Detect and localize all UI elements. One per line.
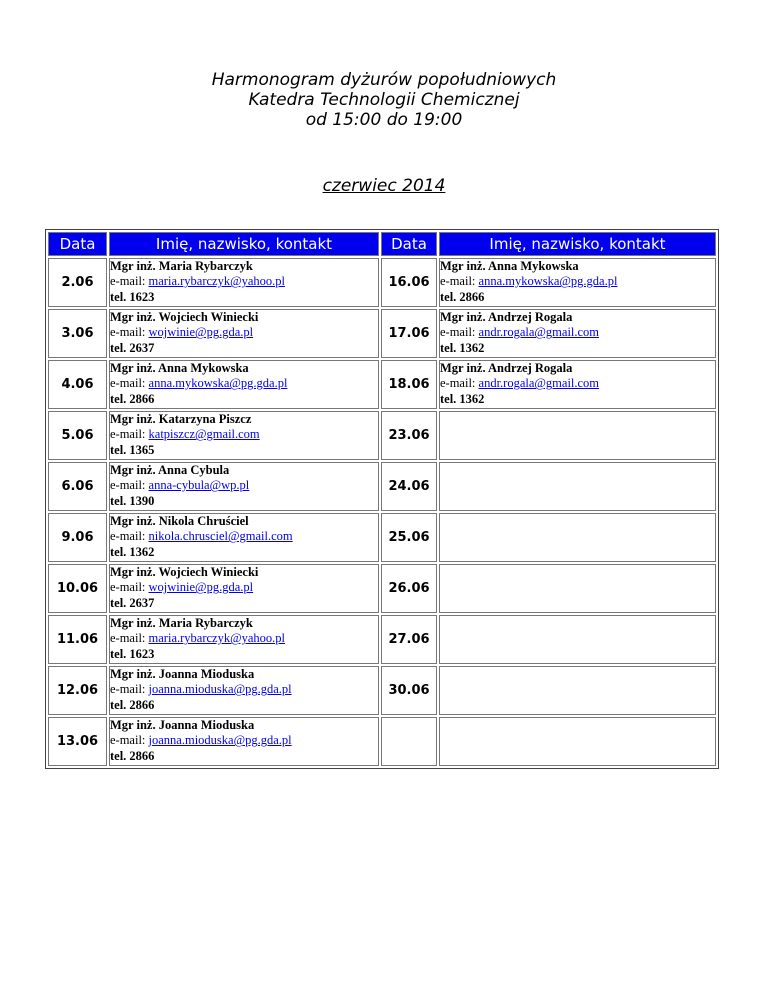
email-label: e-mail: <box>110 682 149 697</box>
email-label: e-mail: <box>110 529 149 544</box>
contact-cell <box>439 462 716 511</box>
document-title <box>0 70 768 130</box>
table-row <box>48 309 716 358</box>
email-label: e-mail: <box>110 631 149 646</box>
person-name: Mgr inż. Joanna Mioduska <box>110 667 255 681</box>
phone-number: tel. 1362 <box>110 544 155 559</box>
person-name: Mgr inż. Nikola Chruściel <box>110 514 249 528</box>
email-row <box>110 580 378 595</box>
person-name: Mgr inż. Maria Rybarczyk <box>110 259 253 273</box>
email-label: e-mail: <box>110 733 149 748</box>
phone-number: tel. 2866 <box>440 289 485 304</box>
phone-number: tel. 1362 <box>440 340 485 355</box>
email-row <box>440 376 715 391</box>
email-row <box>110 631 378 646</box>
date-cell: 27.06 <box>381 615 437 664</box>
table-row <box>48 258 716 307</box>
title-line-2: Katedra Technologii Chemicznej <box>248 90 520 110</box>
table-row <box>48 462 716 511</box>
date-cell: 12.06 <box>48 666 107 715</box>
contact-cell <box>439 258 716 307</box>
email-link[interactable]: katpiszcz@gmail.com <box>148 427 260 442</box>
date-cell: 4.06 <box>48 360 107 409</box>
person-name: Mgr inż. Andrzej Rogala <box>440 310 573 324</box>
header-contact-right: Imię, nazwisko, kontakt <box>439 232 716 256</box>
table-row <box>48 666 716 715</box>
contact-cell <box>109 411 379 460</box>
person-name: Mgr inż. Katarzyna Piszcz <box>110 412 252 426</box>
date-cell: 6.06 <box>48 462 107 511</box>
contact-cell <box>109 615 379 664</box>
email-row <box>110 478 378 493</box>
table-row <box>48 411 716 460</box>
date-cell: 3.06 <box>48 309 107 358</box>
email-link[interactable]: nikola.chrusciel@gmail.com <box>148 529 293 544</box>
table-row <box>48 564 716 613</box>
date-cell: 25.06 <box>381 513 437 562</box>
contact-cell <box>439 411 716 460</box>
date-cell: 24.06 <box>381 462 437 511</box>
phone-number: tel. 1623 <box>110 646 155 661</box>
email-link[interactable]: andr.rogala@gmail.com <box>478 376 600 391</box>
table-row <box>48 717 716 766</box>
email-row <box>110 733 378 748</box>
contact-cell <box>109 564 379 613</box>
table-row <box>48 360 716 409</box>
contact-cell <box>109 513 379 562</box>
date-cell: 13.06 <box>48 717 107 766</box>
person-name: Mgr inż. Andrzej Rogala <box>440 361 573 375</box>
phone-number: tel. 1623 <box>110 289 155 304</box>
date-cell: 17.06 <box>381 309 437 358</box>
email-link[interactable]: wojwinie@pg.gda.pl <box>148 580 254 595</box>
email-row <box>440 325 715 340</box>
contact-cell <box>439 564 716 613</box>
date-cell: 11.06 <box>48 615 107 664</box>
person-name: Mgr inż. Joanna Mioduska <box>110 718 255 732</box>
phone-number: tel. 2866 <box>110 391 155 406</box>
date-cell: 18.06 <box>381 360 437 409</box>
email-link[interactable]: anna-cybula@wp.pl <box>148 478 250 493</box>
email-row <box>110 274 378 289</box>
email-link[interactable]: maria.rybarczyk@yahoo.pl <box>148 631 285 646</box>
date-cell: 30.06 <box>381 666 437 715</box>
contact-cell <box>439 360 716 409</box>
email-row <box>110 682 378 697</box>
phone-number: tel. 2637 <box>110 340 155 355</box>
person-name: Mgr inż. Wojciech Winiecki <box>110 310 259 324</box>
phone-number: tel. 1362 <box>440 391 485 406</box>
date-cell: 5.06 <box>48 411 107 460</box>
email-label: e-mail: <box>440 376 479 391</box>
email-link[interactable]: anna.mykowska@pg.gda.pl <box>478 274 618 289</box>
person-name: Mgr inż. Maria Rybarczyk <box>110 616 253 630</box>
contact-cell <box>109 666 379 715</box>
email-label: e-mail: <box>110 427 149 442</box>
contact-cell <box>439 666 716 715</box>
date-cell <box>381 717 437 766</box>
header-date-left: Data <box>48 232 107 256</box>
email-row <box>440 274 715 289</box>
contact-cell <box>109 462 379 511</box>
email-link[interactable]: wojwinie@pg.gda.pl <box>148 325 254 340</box>
contact-cell <box>109 360 379 409</box>
contact-cell <box>439 513 716 562</box>
contact-cell <box>109 258 379 307</box>
person-name: Mgr inż. Anna Mykowska <box>440 259 579 273</box>
schedule-table <box>45 229 719 769</box>
month-heading: czerwiec 2014 <box>322 176 446 196</box>
phone-number: tel. 1390 <box>110 493 155 508</box>
date-cell: 26.06 <box>381 564 437 613</box>
date-cell: 16.06 <box>381 258 437 307</box>
title-line-1: Harmonogram dyżurów popołudniowych <box>211 70 557 90</box>
date-cell: 10.06 <box>48 564 107 613</box>
date-cell: 9.06 <box>48 513 107 562</box>
contact-cell <box>439 717 716 766</box>
header-contact-left: Imię, nazwisko, kontakt <box>109 232 379 256</box>
email-row <box>110 325 378 340</box>
contact-cell <box>109 309 379 358</box>
phone-number: tel. 1365 <box>110 442 155 457</box>
contact-cell <box>439 615 716 664</box>
table-row <box>48 513 716 562</box>
header-date-right: Data <box>381 232 437 256</box>
email-label: e-mail: <box>110 478 149 493</box>
email-link[interactable]: maria.rybarczyk@yahoo.pl <box>148 274 285 289</box>
title-line-3: od 15:00 do 19:00 <box>305 110 463 130</box>
email-link[interactable]: joanna.mioduska@pg.gda.pl <box>148 733 292 748</box>
email-link[interactable]: joanna.mioduska@pg.gda.pl <box>148 682 292 697</box>
email-label: e-mail: <box>110 325 149 340</box>
person-name: Mgr inż. Anna Cybula <box>110 463 230 477</box>
person-name: Mgr inż. Anna Mykowska <box>110 361 249 375</box>
email-row <box>110 529 378 544</box>
email-label: e-mail: <box>110 376 149 391</box>
date-cell: 23.06 <box>381 411 437 460</box>
table-row <box>48 615 716 664</box>
phone-number: tel. 2866 <box>110 697 155 712</box>
table-header-row <box>48 232 716 256</box>
email-link[interactable]: andr.rogala@gmail.com <box>478 325 600 340</box>
email-row <box>110 376 378 391</box>
email-label: e-mail: <box>440 274 479 289</box>
contact-cell <box>439 309 716 358</box>
email-label: e-mail: <box>440 325 479 340</box>
phone-number: tel. 2866 <box>110 748 155 763</box>
email-row <box>110 427 378 442</box>
date-cell: 2.06 <box>48 258 107 307</box>
email-label: e-mail: <box>110 580 149 595</box>
email-link[interactable]: anna.mykowska@pg.gda.pl <box>148 376 288 391</box>
contact-cell <box>109 717 379 766</box>
person-name: Mgr inż. Wojciech Winiecki <box>110 565 259 579</box>
phone-number: tel. 2637 <box>110 595 155 610</box>
email-label: e-mail: <box>110 274 149 289</box>
